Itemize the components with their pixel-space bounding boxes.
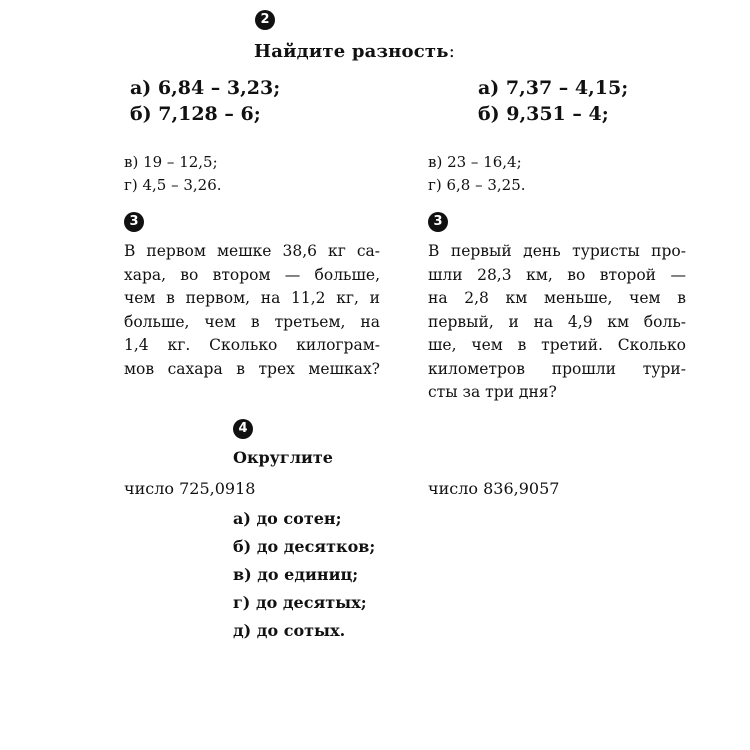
task-3-right-line: шли 28,3 км, во второй —	[428, 265, 686, 284]
task-3-left-line: чем в первом, на 11,2 кг, и	[124, 289, 380, 307]
task-2-right-item-b: б) 9,351 – 4;	[478, 103, 609, 125]
task-number-4-badge: 4	[233, 419, 253, 439]
task-4-right-number: число 836,9057	[428, 479, 560, 498]
task-3-right-line: сты за три дня?	[428, 383, 557, 401]
task-3-right-line: ше, чем в третий. Сколько	[428, 336, 686, 354]
task-3-left-line: мов сахара в трех мешках?	[124, 359, 380, 378]
task-3-left-line: 1,4 кг. Сколько килограм-	[124, 336, 380, 354]
task-2-right-item-g: г) 6,8 – 3,25.	[428, 176, 526, 194]
task-4-title: Округлите	[233, 448, 333, 467]
task-4-option-v: в) до единиц;	[233, 565, 359, 584]
task-2-left-item-g: г) 4,5 – 3,26.	[124, 176, 222, 194]
task-3-right-line: первый, и на 4,9 км боль-	[428, 312, 686, 331]
task-4-left-number: число 725,0918	[124, 479, 256, 498]
task-3-left-line: хара, во втором — больше,	[124, 265, 380, 284]
task-number-2-badge: 2	[255, 10, 275, 30]
task-3-right-line: на 2,8 км меньше, чем в	[428, 289, 686, 307]
task-3-left-line: больше, чем в третьем, на	[124, 312, 380, 331]
task-2-right-extra	[428, 151, 526, 197]
task-2-left-extra	[124, 151, 222, 197]
task-4-option-b: б) до десятков;	[233, 537, 376, 556]
task-3-right-problem	[428, 240, 686, 405]
task-number-3-left-badge: 3	[124, 212, 144, 232]
task-2-right-column	[478, 75, 628, 127]
task-3-left-line: В первом мешке 38,6 кг са-	[124, 242, 380, 260]
task-3-right-line: В первый день туристы про-	[428, 242, 686, 260]
task-2-right-item-a: а) 7,37 – 4,15;	[478, 77, 629, 99]
task-4-option-a: а) до сотен;	[233, 509, 342, 528]
task-3-left-problem	[124, 240, 380, 381]
task-3-right-line: километров прошли тури-	[428, 359, 686, 378]
task-4-option-d: д) до сотых.	[233, 621, 346, 640]
task-2-title	[254, 41, 455, 62]
task-2-left-item-v: в) 19 – 12,5;	[124, 153, 218, 171]
task-2-title-colon: :	[448, 41, 455, 62]
task-2-title-text: Найдите разность	[254, 41, 449, 62]
task-4-option-g: г) до десятых;	[233, 593, 367, 612]
task-2-left-column	[130, 75, 280, 127]
task-number-3-right-badge: 3	[428, 212, 448, 232]
task-4-options	[233, 505, 375, 645]
task-2-left-item-b: б) 7,128 – 6;	[130, 103, 261, 125]
task-2-left-item-a: а) 6,84 – 3,23;	[130, 77, 281, 99]
task-2-right-item-v: в) 23 – 16,4;	[428, 153, 522, 171]
